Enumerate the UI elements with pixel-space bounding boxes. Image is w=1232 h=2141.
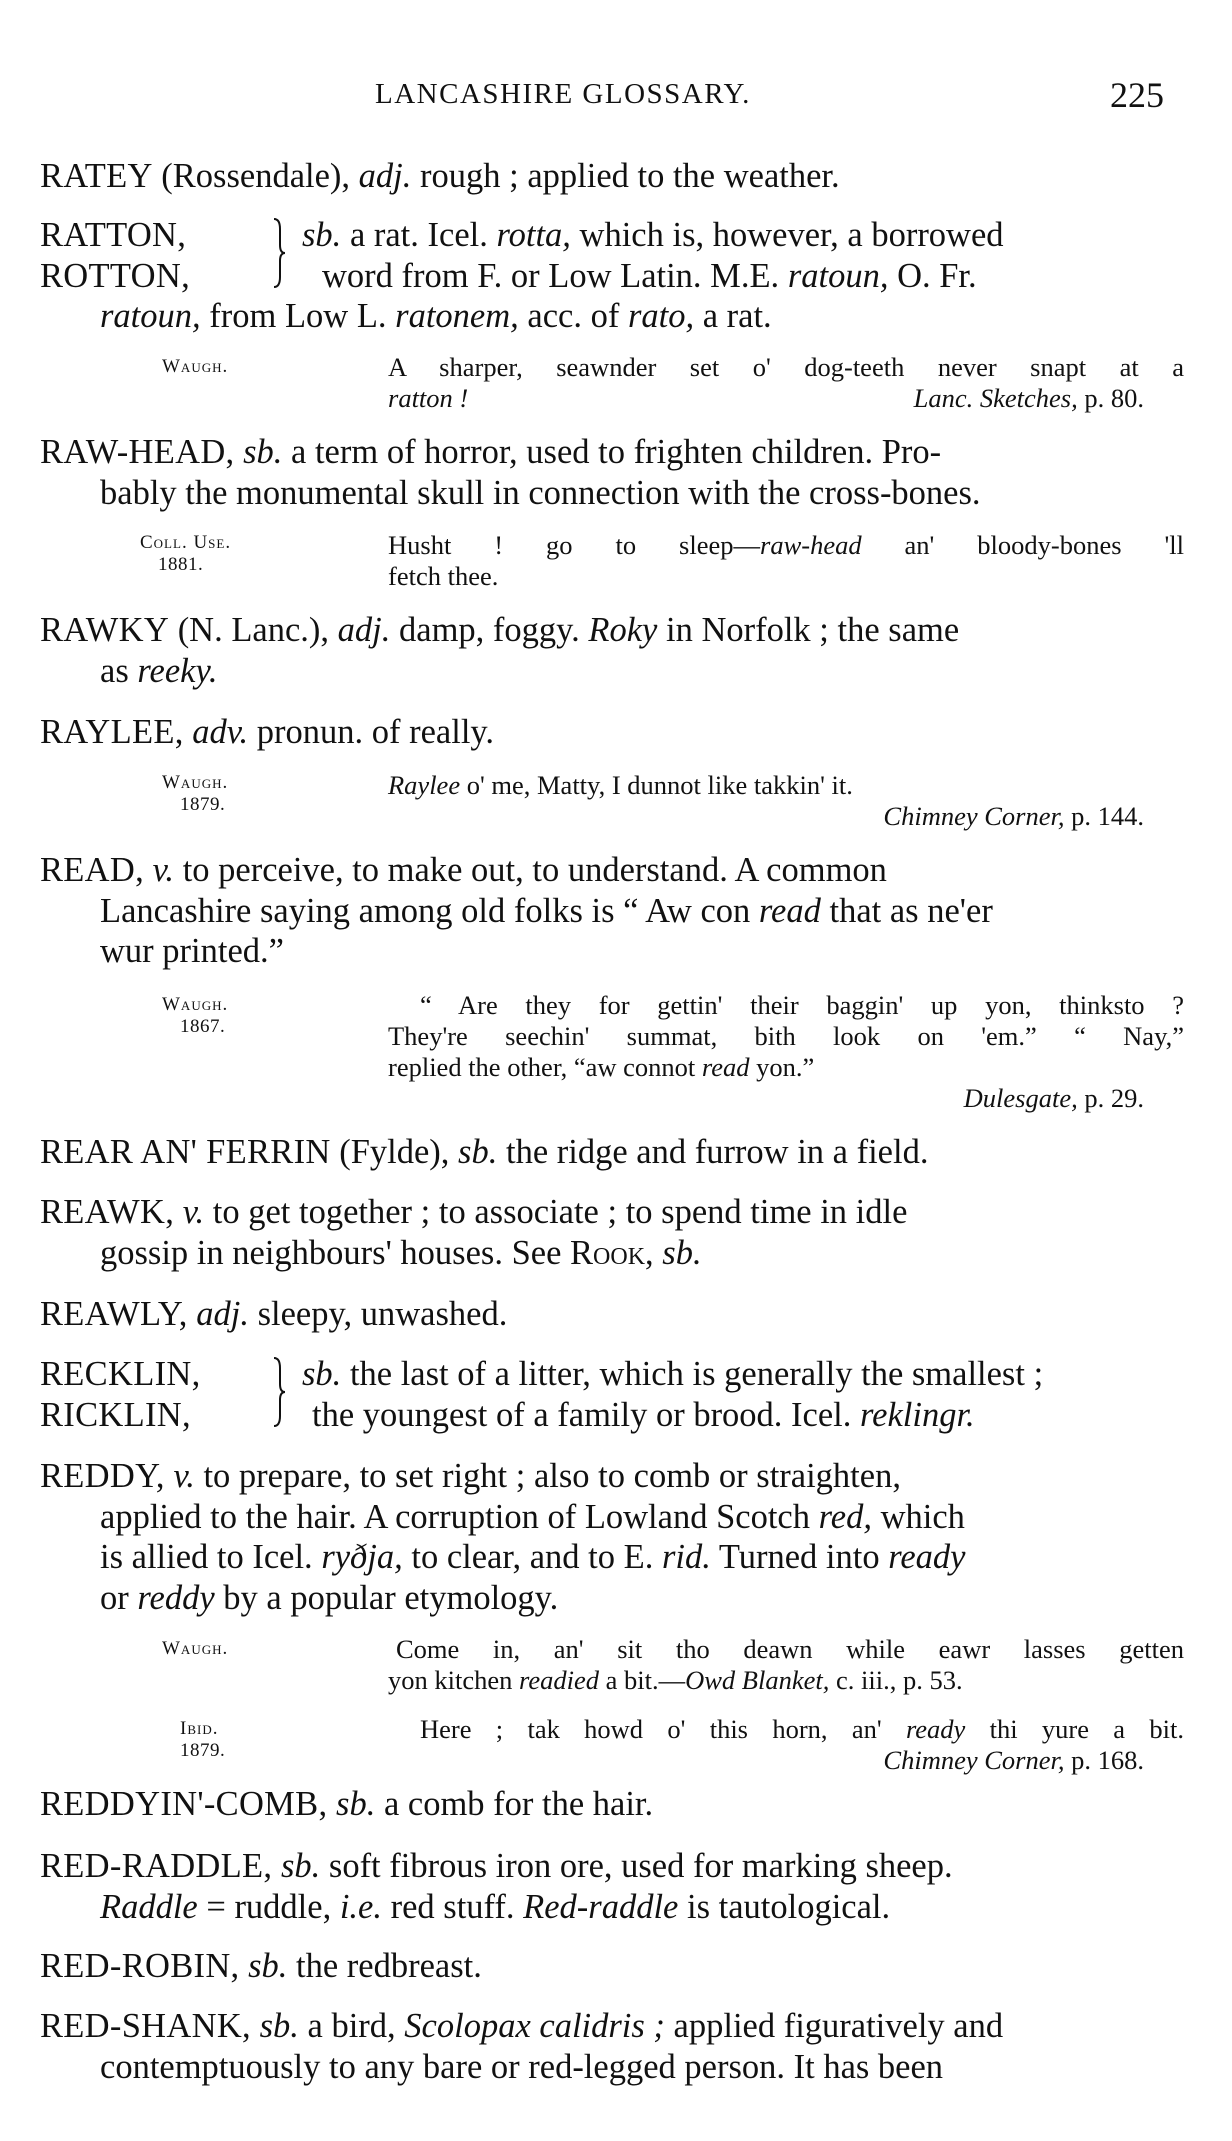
- citation-quote: [388, 1634, 1184, 1696]
- source-name: Waugh.: [162, 1638, 229, 1659]
- headword: REDDY,: [40, 1457, 165, 1495]
- cited-word: reddy: [137, 1578, 215, 1617]
- citation-ratton: [0, 352, 1232, 418]
- quote-text: Husht ! go to sleep—: [388, 530, 761, 560]
- definition: to prepare, to set right ; also to comb or straighten,: [194, 1457, 901, 1495]
- headword: REAR AN' FERRIN: [40, 1133, 331, 1171]
- headword: RAYLEE,: [40, 713, 184, 751]
- definition: O. Fr.: [888, 256, 977, 295]
- cited-word: ratonem,: [395, 297, 519, 335]
- entry-reawk: [40, 1192, 1185, 1273]
- definition: sleepy, unwashed.: [248, 1295, 508, 1333]
- quote-text: replied the other, “aw connot: [388, 1052, 702, 1082]
- part-of-speech: sb.: [336, 1785, 376, 1823]
- cited-word: Roky: [588, 611, 658, 649]
- definition: is tautological.: [678, 1887, 891, 1926]
- citation-quote: [388, 770, 1184, 832]
- part-of-speech: sb.: [302, 1355, 342, 1393]
- definition: a bird,: [298, 2007, 405, 2045]
- source-name: Waugh.: [162, 356, 229, 377]
- definition: a rat.: [694, 297, 772, 335]
- definition: ,: [645, 1233, 663, 1272]
- definition: = ruddle,: [197, 1887, 340, 1926]
- abbreviation: i.e.: [339, 1887, 382, 1926]
- definition: that as ne'er: [820, 891, 993, 930]
- reference-page: p. 80.: [1077, 383, 1144, 413]
- entry-ratey: [40, 156, 1185, 197]
- region-note: (N. Lanc.),: [169, 611, 338, 649]
- headword: RAWKY: [40, 611, 170, 649]
- entry-raw-head: [40, 432, 1185, 513]
- quote-line: fetch thee.: [388, 561, 499, 591]
- reference-title: Lanc. Sketches,: [913, 383, 1078, 413]
- definition: damp, foggy.: [390, 611, 589, 649]
- definition: which is, however, a borrowed: [570, 216, 1004, 254]
- citation-source: [162, 1638, 228, 1660]
- part-of-speech: sb.: [259, 2007, 299, 2045]
- quote-text: Here ; tak howd o' this horn, an': [420, 1714, 906, 1744]
- citation-source: [162, 994, 228, 1038]
- page-header: [0, 72, 1232, 122]
- reference-title: Dulesgate,: [963, 1083, 1078, 1113]
- citation-source: [162, 356, 228, 378]
- definition: contemptuously to any bare or red-legged person. It has been: [100, 2047, 944, 2086]
- cited-word: red,: [818, 1497, 872, 1536]
- source-name: Waugh.: [162, 772, 229, 793]
- citation-quote: [388, 352, 1184, 414]
- definition: which: [871, 1497, 965, 1536]
- definition: in Norfolk ; the same: [657, 611, 960, 649]
- definition: to get together ; to associate ; to spend time in idle: [204, 1193, 908, 1231]
- quote-text: thi yure a bit.: [965, 1714, 1184, 1744]
- quote-word: Raylee: [388, 770, 461, 800]
- running-title: LANCASHIRE GLOSSARY.: [375, 78, 751, 110]
- citation-raw-head: [0, 530, 1232, 596]
- entry-rawky: [40, 610, 1185, 691]
- part-of-speech: adj.: [196, 1295, 249, 1333]
- entry-read: [40, 850, 1185, 972]
- definition: soft fibrous iron ore, used for marking sheep.: [320, 1847, 953, 1885]
- part-of-speech: v.: [152, 851, 175, 889]
- cited-word: rid.: [661, 1538, 711, 1576]
- part-of-speech: sb.: [458, 1133, 498, 1171]
- definition: word from F. or Low Latin. M.E.: [322, 256, 788, 295]
- part-of-speech: sb.: [280, 1847, 321, 1885]
- brace-glyph: [272, 1356, 286, 1437]
- headword: RAW-HEAD,: [40, 433, 235, 471]
- headword: RED-SHANK,: [40, 2007, 251, 2045]
- definition: the last of a litter, which is generally the smallest ;: [341, 1355, 1044, 1393]
- part-of-speech: sb.: [243, 433, 283, 471]
- reference-title: Chimney Corner,: [883, 1745, 1065, 1775]
- quote-text: o' me, Matty, I dunnot like takkin' it.: [460, 770, 853, 800]
- part-of-speech: sb.: [248, 1947, 288, 1985]
- entry-ratton: [40, 215, 1185, 297]
- reference-title: Chimney Corner,: [883, 801, 1065, 831]
- definition: a term of horror, used to frighten children. Pro-: [282, 433, 942, 471]
- cited-word: ratoun,: [100, 297, 201, 335]
- quote-word: readied: [519, 1665, 599, 1695]
- quote-line: They're seechin' summat, bith look on 'em.” “ Nay,”: [388, 1021, 1184, 1051]
- definition: the ridge and furrow in a field.: [497, 1133, 929, 1171]
- entry-rear-an-ferrin: [40, 1132, 1185, 1173]
- source-name: Ibid.: [180, 1718, 219, 1739]
- citation-quote: [388, 1714, 1184, 1776]
- part-of-speech: v.: [182, 1193, 205, 1231]
- entry-recklin: [40, 1354, 1185, 1436]
- cited-word: rotta,: [496, 216, 571, 254]
- cited-word: Red-raddle: [523, 1887, 679, 1926]
- definition: applied figuratively and: [664, 2007, 1004, 2045]
- definition: applied to the hair. A corruption of Lowland Scotch: [100, 1497, 819, 1536]
- definition: as: [100, 651, 138, 690]
- region-note: (Rossendale),: [152, 157, 359, 195]
- definition: bably the monumental skull in connection with the cross-bones.: [100, 473, 981, 512]
- source-year: 1879.: [180, 1740, 226, 1761]
- headword: RED-RADDLE,: [40, 1847, 273, 1885]
- entry-raylee: [40, 712, 1185, 753]
- source-name: Waugh.: [162, 994, 229, 1015]
- cited-word: ready: [888, 1538, 966, 1576]
- citation-source: [162, 772, 228, 816]
- citation-raylee: [0, 770, 1232, 836]
- entry-ratton-cont: [40, 296, 1185, 337]
- part-of-speech: sb.: [302, 216, 342, 254]
- headword: READ,: [40, 851, 145, 889]
- citation-reddy-1: [0, 1634, 1232, 1700]
- cited-word: rato,: [627, 297, 695, 335]
- citation-read: [0, 990, 1232, 1116]
- definition: acc. of: [518, 297, 628, 335]
- definition: by a popular etymology.: [214, 1578, 559, 1617]
- definition: a comb for the hair.: [375, 1785, 654, 1823]
- quote-line: Come in, an' sit tho deawn while eawr lasses getten: [396, 1634, 1184, 1664]
- cross-reference: Rook: [570, 1233, 646, 1272]
- definition: gossip in neighbours' houses. See: [100, 1233, 571, 1272]
- cited-word: ratoun,: [787, 256, 889, 295]
- source-year: 1879.: [180, 794, 226, 815]
- definition: is allied to Icel.: [100, 1538, 322, 1576]
- quote-text: yon.”: [749, 1052, 815, 1082]
- region-note: (Fylde),: [330, 1133, 459, 1171]
- brace-glyph: [272, 217, 286, 298]
- headword: RATTON,: [40, 216, 187, 254]
- headword: REAWK,: [40, 1193, 175, 1231]
- source-year: 1881.: [158, 554, 204, 575]
- cited-word: reeky.: [137, 651, 218, 690]
- reference-page: p. 168.: [1064, 1745, 1144, 1775]
- quote-line: “ Are they for gettin' their baggin' up yon, thinksto ?: [420, 990, 1184, 1020]
- citation-source: [180, 1718, 225, 1762]
- headword: REDDYIN'-COMB,: [40, 1785, 328, 1823]
- quote-word: raw-head: [760, 530, 862, 560]
- headword: RATEY: [40, 157, 153, 195]
- citation-source: [140, 532, 231, 576]
- definition: to perceive, to make out, to understand. A common: [174, 851, 887, 889]
- entry-reddy: [40, 1456, 1185, 1618]
- entry-reddyin-comb: [40, 1784, 1185, 1825]
- definition: from Low L.: [200, 297, 396, 335]
- cited-word: Raddle: [100, 1887, 198, 1926]
- page-number: 225: [1110, 75, 1164, 115]
- definition: red stuff.: [381, 1887, 524, 1926]
- part-of-speech: adj.: [358, 157, 412, 195]
- definition: the redbreast.: [287, 1947, 482, 1985]
- entry-red-shank: [40, 2006, 1185, 2087]
- definition: pronun. of really.: [248, 713, 495, 751]
- part-of-speech: adj.: [337, 611, 391, 649]
- source-year: 1867.: [180, 1016, 226, 1037]
- reference-page: p. 29.: [1077, 1083, 1144, 1113]
- definition: a rat. Icel.: [341, 216, 497, 254]
- definition: Lancashire saying among old folks is “ Aw con: [100, 891, 759, 930]
- definition: rough ; applied to the weather.: [411, 157, 840, 195]
- definition: wur printed.”: [100, 932, 284, 970]
- definition: or: [100, 1578, 138, 1617]
- entry-reawly: [40, 1294, 1185, 1335]
- headword-variant: ROTTON,: [40, 256, 191, 295]
- part-of-speech: adv.: [192, 713, 249, 751]
- definition: to clear, and to E.: [402, 1538, 662, 1576]
- part-of-speech: sb.: [662, 1233, 702, 1272]
- quote-word: ratton !: [388, 383, 469, 413]
- citation-reddy-2: [0, 1714, 1232, 1780]
- quote-text: a bit.—: [598, 1665, 686, 1695]
- reference-title: Owd Blanket,: [685, 1665, 830, 1695]
- headword: RECKLIN,: [40, 1355, 201, 1393]
- entry-red-raddle: [40, 1846, 1185, 1927]
- cited-word: reklingr.: [860, 1395, 975, 1434]
- reference-page: p. 144.: [1064, 801, 1144, 831]
- citation-quote: [388, 530, 1184, 592]
- citation-quote: [388, 990, 1184, 1114]
- headword: REAWLY,: [40, 1295, 188, 1333]
- definition: the youngest of a family or brood. Icel.: [312, 1395, 861, 1434]
- cited-word: ryðja,: [321, 1538, 403, 1576]
- quote-word: ready: [905, 1714, 966, 1744]
- quote-line: A sharper, seawnder set o' dog-teeth never snapt at a: [388, 352, 1184, 382]
- quote-text: an' bloody-bones 'll: [861, 530, 1184, 560]
- definition: Turned into: [710, 1538, 889, 1576]
- headword-variant: RICKLIN,: [40, 1395, 191, 1434]
- cited-word: read: [758, 891, 821, 930]
- cited-word: Scolopax calidris ;: [404, 2007, 665, 2045]
- quote-text: yon kitchen: [388, 1665, 519, 1695]
- entry-red-robin: [40, 1946, 1185, 1987]
- source-name: Coll. Use.: [140, 532, 232, 553]
- headword: RED-ROBIN,: [40, 1947, 240, 1985]
- part-of-speech: v.: [173, 1457, 195, 1495]
- reference-page: c. iii., p. 53.: [829, 1665, 963, 1695]
- quote-word: read: [701, 1052, 750, 1082]
